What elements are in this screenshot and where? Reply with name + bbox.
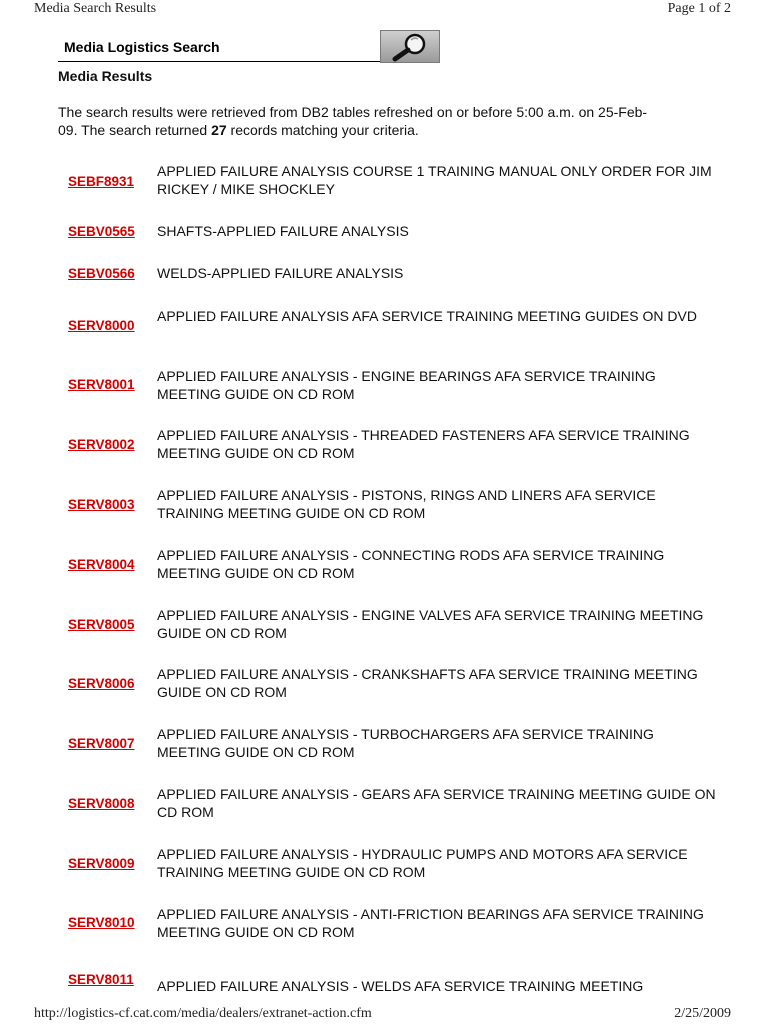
media-description: APPLIED FAILURE ANALYSIS - THREADED FASTENERS AFA SERVICE TRAINING MEETING GUIDE ON CD ROM bbox=[157, 427, 690, 461]
media-code-link[interactable]: SERV8004 bbox=[68, 557, 135, 572]
media-code-link[interactable]: SERV8011 bbox=[68, 972, 134, 987]
media-description: SHAFTS-APPLIED FAILURE ANALYSIS bbox=[157, 223, 409, 239]
media-description: APPLIED FAILURE ANALYSIS - TURBOCHARGERS AFA SERVICE TRAINING MEETING GUIDE ON CD ROM bbox=[157, 726, 654, 760]
magnifier-icon bbox=[380, 30, 440, 63]
media-description: APPLIED FAILURE ANALYSIS - CONNECTING RODS AFA SERVICE TRAINING MEETING GUIDE ON CD ROM bbox=[157, 547, 665, 581]
media-description: APPLIED FAILURE ANALYSIS - ENGINE BEARINGS AFA SERVICE TRAINING MEETING GUIDE ON CD ROM bbox=[157, 368, 656, 402]
media-code-link[interactable]: SERV8001 bbox=[68, 377, 135, 392]
media-code-link[interactable]: SERV8010 bbox=[68, 915, 135, 930]
media-description: APPLIED FAILURE ANALYSIS COURSE 1 TRAINING MANUAL ONLY ORDER FOR JIM RICKEY / MIKE SHOCKLEY bbox=[157, 163, 712, 197]
media-description: APPLIED FAILURE ANALYSIS - PISTONS, RINGS AND LINERS AFA SERVICE TRAINING MEETING GUIDE ON CD ROM bbox=[157, 487, 656, 521]
media-code-link[interactable]: SEBV0566 bbox=[68, 266, 135, 281]
media-code-link[interactable]: SERV8008 bbox=[68, 796, 135, 811]
print-header-title: Media Search Results bbox=[34, 1, 157, 16]
media-code-link[interactable]: SERV8000 bbox=[68, 318, 135, 333]
print-footer-date: 2/25/2009 bbox=[674, 1006, 731, 1021]
media-description: WELDS-APPLIED FAILURE ANALYSIS bbox=[157, 265, 404, 281]
media-code-link[interactable]: SERV8007 bbox=[68, 736, 135, 751]
media-code-link[interactable]: SERV8005 bbox=[68, 617, 135, 632]
media-code-link[interactable]: SERV8003 bbox=[68, 497, 135, 512]
summary-line-2-prefix: 09. The search returned bbox=[58, 122, 212, 138]
media-code-link[interactable]: SEBV0565 bbox=[68, 224, 135, 239]
search-banner bbox=[58, 30, 440, 64]
media-code-link[interactable]: SERV8002 bbox=[68, 437, 135, 452]
print-footer-url: http://logistics-cf.cat.com/media/dealers/extranet-action.cfm bbox=[34, 1006, 372, 1021]
media-description: APPLIED FAILURE ANALYSIS - HYDRAULIC PUMPS AND MOTORS AFA SERVICE TRAINING MEETING GUIDE ON CD ROM bbox=[157, 846, 688, 880]
banner-title: Media Logistics Search bbox=[64, 39, 220, 55]
summary-line-1: The search results were retrieved from DB2 tables refreshed on or before 5:00 a.m. on 25-Feb- bbox=[58, 104, 648, 120]
page-title: Media Results bbox=[58, 68, 153, 84]
media-code-link[interactable]: SERV8009 bbox=[68, 856, 135, 871]
result-count: 27 bbox=[211, 122, 227, 138]
print-header-page: Page 1 of 2 bbox=[667, 1, 731, 16]
media-code-link[interactable]: SEBF8931 bbox=[68, 174, 135, 189]
media-description: APPLIED FAILURE ANALYSIS - WELDS AFA SERVICE TRAINING MEETING bbox=[157, 978, 644, 994]
results-summary bbox=[58, 103, 708, 139]
media-description: APPLIED FAILURE ANALYSIS AFA SERVICE TRAINING MEETING GUIDES ON DVD bbox=[157, 308, 697, 324]
media-description: APPLIED FAILURE ANALYSIS - CRANKSHAFTS AFA SERVICE TRAINING MEETING GUIDE ON CD ROM bbox=[157, 666, 698, 700]
summary-line-2-suffix: records matching your criteria. bbox=[226, 122, 419, 138]
media-description: APPLIED FAILURE ANALYSIS - ANTI-FRICTION BEARINGS AFA SERVICE TRAINING MEETING GUIDE ON CD ROM bbox=[157, 906, 704, 940]
media-code-link[interactable]: SERV8006 bbox=[68, 676, 135, 691]
media-description: APPLIED FAILURE ANALYSIS - ENGINE VALVES AFA SERVICE TRAINING MEETING GUIDE ON CD ROM bbox=[157, 607, 704, 641]
media-description: APPLIED FAILURE ANALYSIS - GEARS AFA SERVICE TRAINING MEETING GUIDE ON CD ROM bbox=[157, 786, 716, 820]
banner-divider bbox=[58, 61, 380, 62]
